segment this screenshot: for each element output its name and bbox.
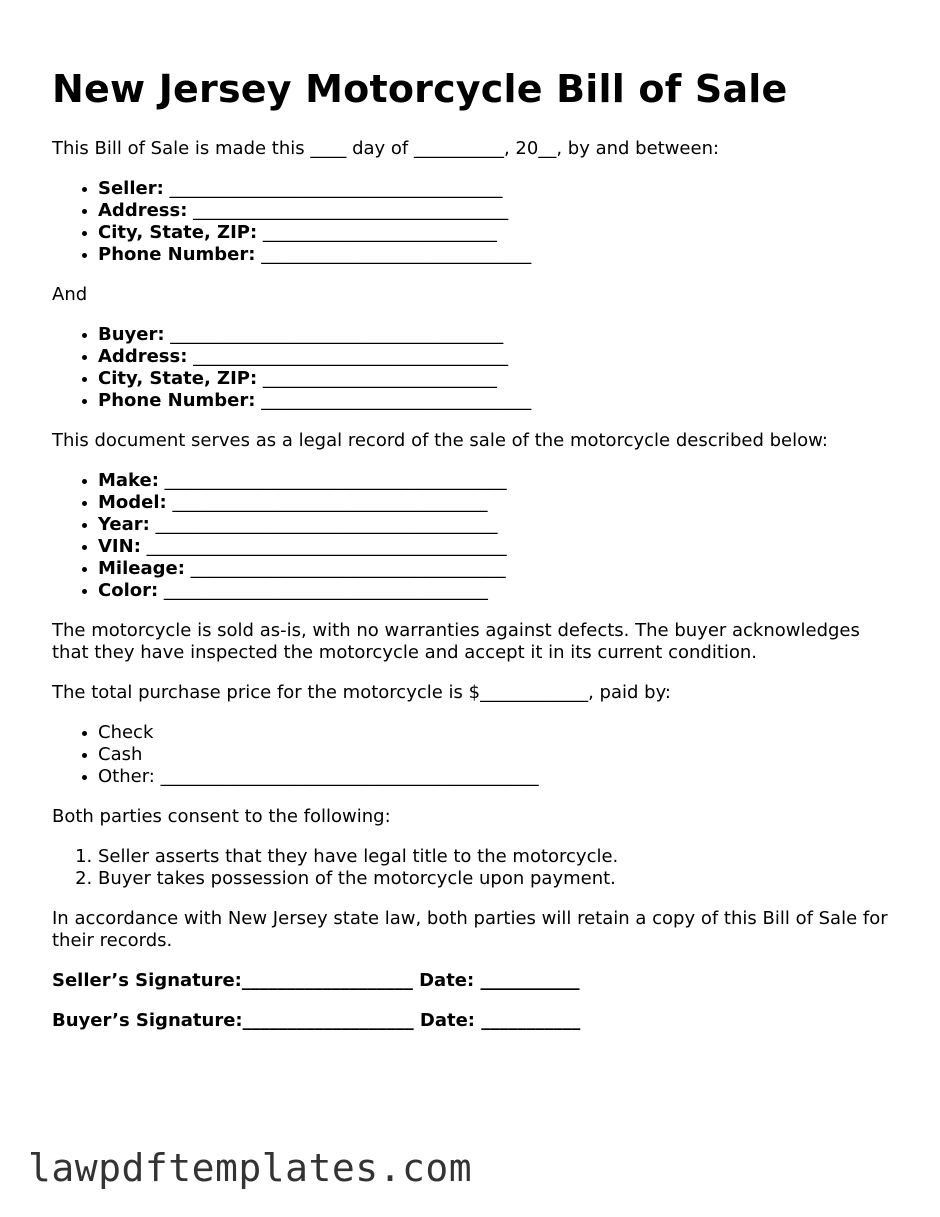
payment-option-other: • Other: __________________________________________ xyxy=(98,766,892,788)
model-field xyxy=(98,492,892,514)
consent-paragraph: Both parties consent to the following: xyxy=(52,806,391,827)
field-blank: ________________________________________ xyxy=(140,536,507,557)
vehicle-fields-list xyxy=(52,470,892,602)
color-field xyxy=(98,580,892,602)
field-label: Color: xyxy=(98,580,159,601)
field-label: Model: xyxy=(98,492,167,513)
law-paragraph: In accordance with New Jersey state law, both parties will retain a copy of this Bill of Sale for their records. xyxy=(52,908,888,951)
field-blank: ___________________________________ xyxy=(166,492,488,513)
document-title: New Jersey Motorcycle Bill of Sale xyxy=(52,67,788,111)
buyer-fields-list xyxy=(52,324,892,412)
payment-option-check: • Check xyxy=(98,722,892,744)
field-label: Address: xyxy=(98,346,188,367)
buyer-address-field xyxy=(98,346,892,368)
field-label: City, State, ZIP: xyxy=(98,222,258,243)
seller-name-field xyxy=(98,178,892,200)
field-blank: _____________________________________ xyxy=(163,178,503,199)
field-label: Mileage: xyxy=(98,558,185,579)
consent-item: 1. Seller asserts that they have legal title to the motorcycle. xyxy=(98,846,892,868)
field-blank: __________________________ xyxy=(257,368,497,389)
payment-options-list xyxy=(52,722,892,788)
seller-city-field xyxy=(98,222,892,244)
field-blank: ___________________________________ xyxy=(187,200,509,221)
as-is-paragraph: The motorcycle is sold as-is, with no warranties against defects. The buyer acknowledges that they have inspected the motorcycle and accept it in its current condition. xyxy=(52,620,860,663)
field-blank: _____________________________________ xyxy=(164,324,504,345)
buyer-city-field xyxy=(98,368,892,390)
buyer-name-field xyxy=(98,324,892,346)
and-text: And xyxy=(52,284,88,305)
field-label: Address: xyxy=(98,200,188,221)
vin-field xyxy=(98,536,892,558)
make-field xyxy=(98,470,892,492)
field-blank: ______________________________ xyxy=(255,244,532,265)
buyer-phone-field xyxy=(98,390,892,412)
field-blank: __________________________ xyxy=(257,222,497,243)
field-blank: ______________________________________ xyxy=(149,514,498,535)
field-label: Phone Number: xyxy=(98,390,256,411)
document-page xyxy=(52,66,892,1050)
seller-signature-line: Seller’s Signature:___________________ Date: ___________ xyxy=(52,970,580,991)
record-paragraph: This document serves as a legal record of the sale of the motorcycle described below: xyxy=(52,430,828,451)
field-label: Buyer: xyxy=(98,324,165,345)
intro-paragraph: This Bill of Sale is made this ____ day of __________, 20__, by and between: xyxy=(52,138,720,159)
consent-item: 2. Buyer takes possession of the motorcycle upon payment. xyxy=(98,868,892,890)
field-blank: ___________________________________ xyxy=(187,346,509,367)
field-label: Make: xyxy=(98,470,159,491)
field-blank: ______________________________ xyxy=(255,390,532,411)
field-blank: ______________________________________ xyxy=(158,470,507,491)
seller-fields-list xyxy=(52,178,892,266)
field-label: Seller: xyxy=(98,178,164,199)
buyer-signature-line: Buyer’s Signature:___________________ Date: ___________ xyxy=(52,1010,581,1031)
field-label: Phone Number: xyxy=(98,244,256,265)
seller-phone-field xyxy=(98,244,892,266)
footer-brand: lawpdftemplates.com xyxy=(28,1146,473,1190)
field-blank: ___________________________________ xyxy=(184,558,506,579)
price-paragraph: The total purchase price for the motorcycle is $____________, paid by: xyxy=(52,682,671,703)
consent-list xyxy=(52,846,892,890)
payment-option-cash: • Cash xyxy=(98,744,892,766)
seller-address-field xyxy=(98,200,892,222)
field-label: VIN: xyxy=(98,536,141,557)
mileage-field xyxy=(98,558,892,580)
year-field xyxy=(98,514,892,536)
field-blank: ____________________________________ xyxy=(158,580,488,601)
field-label: Year: xyxy=(98,514,150,535)
field-label: City, State, ZIP: xyxy=(98,368,258,389)
